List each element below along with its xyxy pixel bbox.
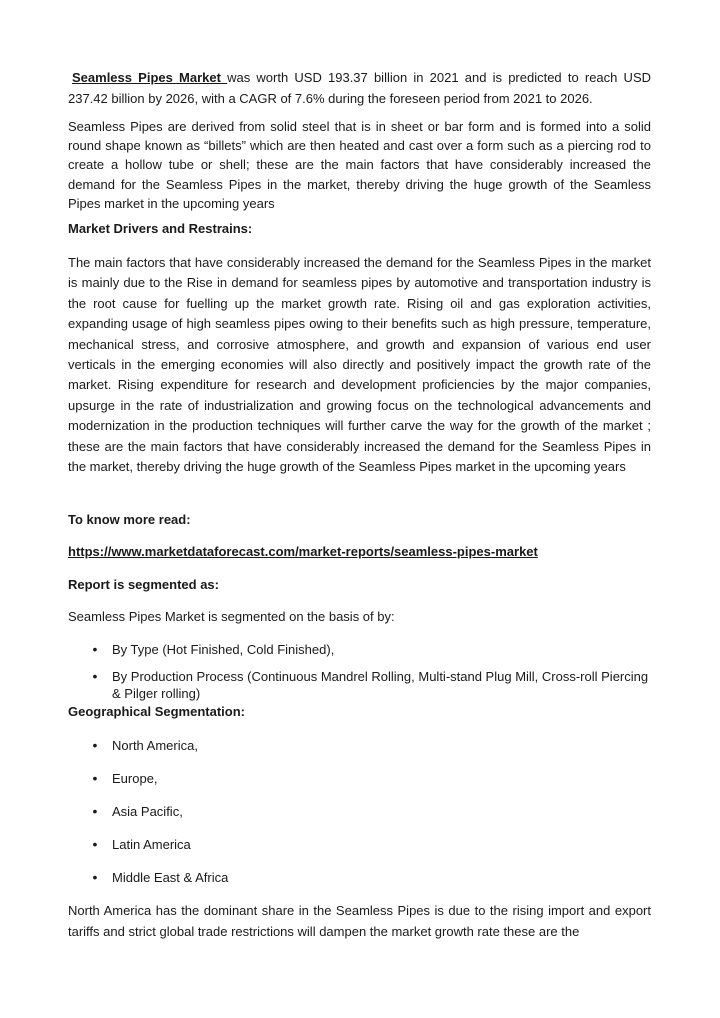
report-url[interactable]: https://www.marketdataforecast.com/market-reports/seamless-pipes-market — [68, 544, 538, 559]
list-item-label: Latin America — [112, 837, 191, 852]
list-item-label: By Production Process (Continuous Mandrel Rolling, Multi-stand Plug Mill, Cross-roll Piercing & Pilger rolling) — [112, 669, 649, 701]
bullet-icon: • — [92, 737, 98, 753]
bullet-icon: • — [92, 869, 98, 885]
list-item — [88, 641, 652, 658]
segmented-text: Seamless Pipes Market is segmented on the basis of by: — [68, 609, 395, 624]
bullet-icon: • — [92, 836, 98, 852]
seamless-pipes-market-link[interactable]: Seamless Pipes Market — [72, 70, 228, 85]
bullet-icon: • — [92, 803, 98, 819]
list-item — [88, 770, 652, 787]
intro-paragraph — [68, 68, 651, 109]
list-item-label: Europe, — [112, 771, 158, 786]
list-item — [88, 668, 652, 702]
list-item-label: North America, — [112, 738, 198, 753]
closing-paragraph: North America has the dominant share in the Seamless Pipes is due to the rising import and export tariffs and strict global trade restrictions will dampen the market growth rate these are the — [68, 903, 651, 939]
drivers-paragraph: The main factors that have considerably increased the demand for the Seamless Pipes in the market is mainly due to the Rise in demand for seamless pipes by automotive and transportation industry is the root cause for fuelling up the market growth rate. Rising oil and gas exploration activities, expanding usage of high seamless pipes owing to their benefits such as high pressure, temperature, mechanical stress, and corrosive atmosphere, and growth and expansion of various end user verticals in the emerging economies will also directly and positively impact the growth rate of the market. Rising expenditure for research and development proficiencies by the major companies, upsurge in the rate of industrialization and growing focus on the technological advancements and modernization in the production techniques will further carve the way for the growth of the market ; these are the main factors that have considerably increased the demand for the Seamless Pipes in the market, thereby driving the huge growth of the Seamless Pipes market in the upcoming years — [68, 255, 651, 475]
description-paragraph: Seamless Pipes are derived from solid steel that is in sheet or bar form and is formed into a solid round shape known as “billets” which are then heated and cast over a form such as a piercing rod to create a hollow tube or shell; these are the main factors that have considerably increased the demand for the Seamless Pipes in the market, thereby driving the huge growth of the Seamless Pipes market in the upcoming years — [68, 119, 651, 211]
segmented-heading: Report is segmented as: — [68, 577, 219, 592]
bullet-icon: • — [92, 770, 98, 786]
bullet-icon: • — [92, 668, 98, 684]
list-item-label: Middle East & Africa — [112, 870, 229, 885]
bullet-icon: • — [92, 641, 98, 657]
list-item — [88, 869, 652, 886]
know-more-heading: To know more read: — [68, 512, 191, 527]
list-item — [88, 836, 652, 853]
list-item — [88, 803, 652, 820]
list-item — [88, 737, 652, 754]
list-item-label: Asia Pacific, — [112, 804, 183, 819]
report-url-link[interactable] — [68, 544, 538, 559]
geo-heading: Geographical Segmentation: — [68, 704, 245, 719]
drivers-heading: Market Drivers and Restrains: — [68, 221, 253, 236]
intro-text: was worth USD 193.37 billion in 2021 and is predicted to reach USD 237.42 billion by 2026, with a CAGR of 7.6% during the foreseen period from 2021 to 2026. — [68, 70, 652, 106]
list-item-label: By Type (Hot Finished, Cold Finished), — [112, 642, 335, 657]
